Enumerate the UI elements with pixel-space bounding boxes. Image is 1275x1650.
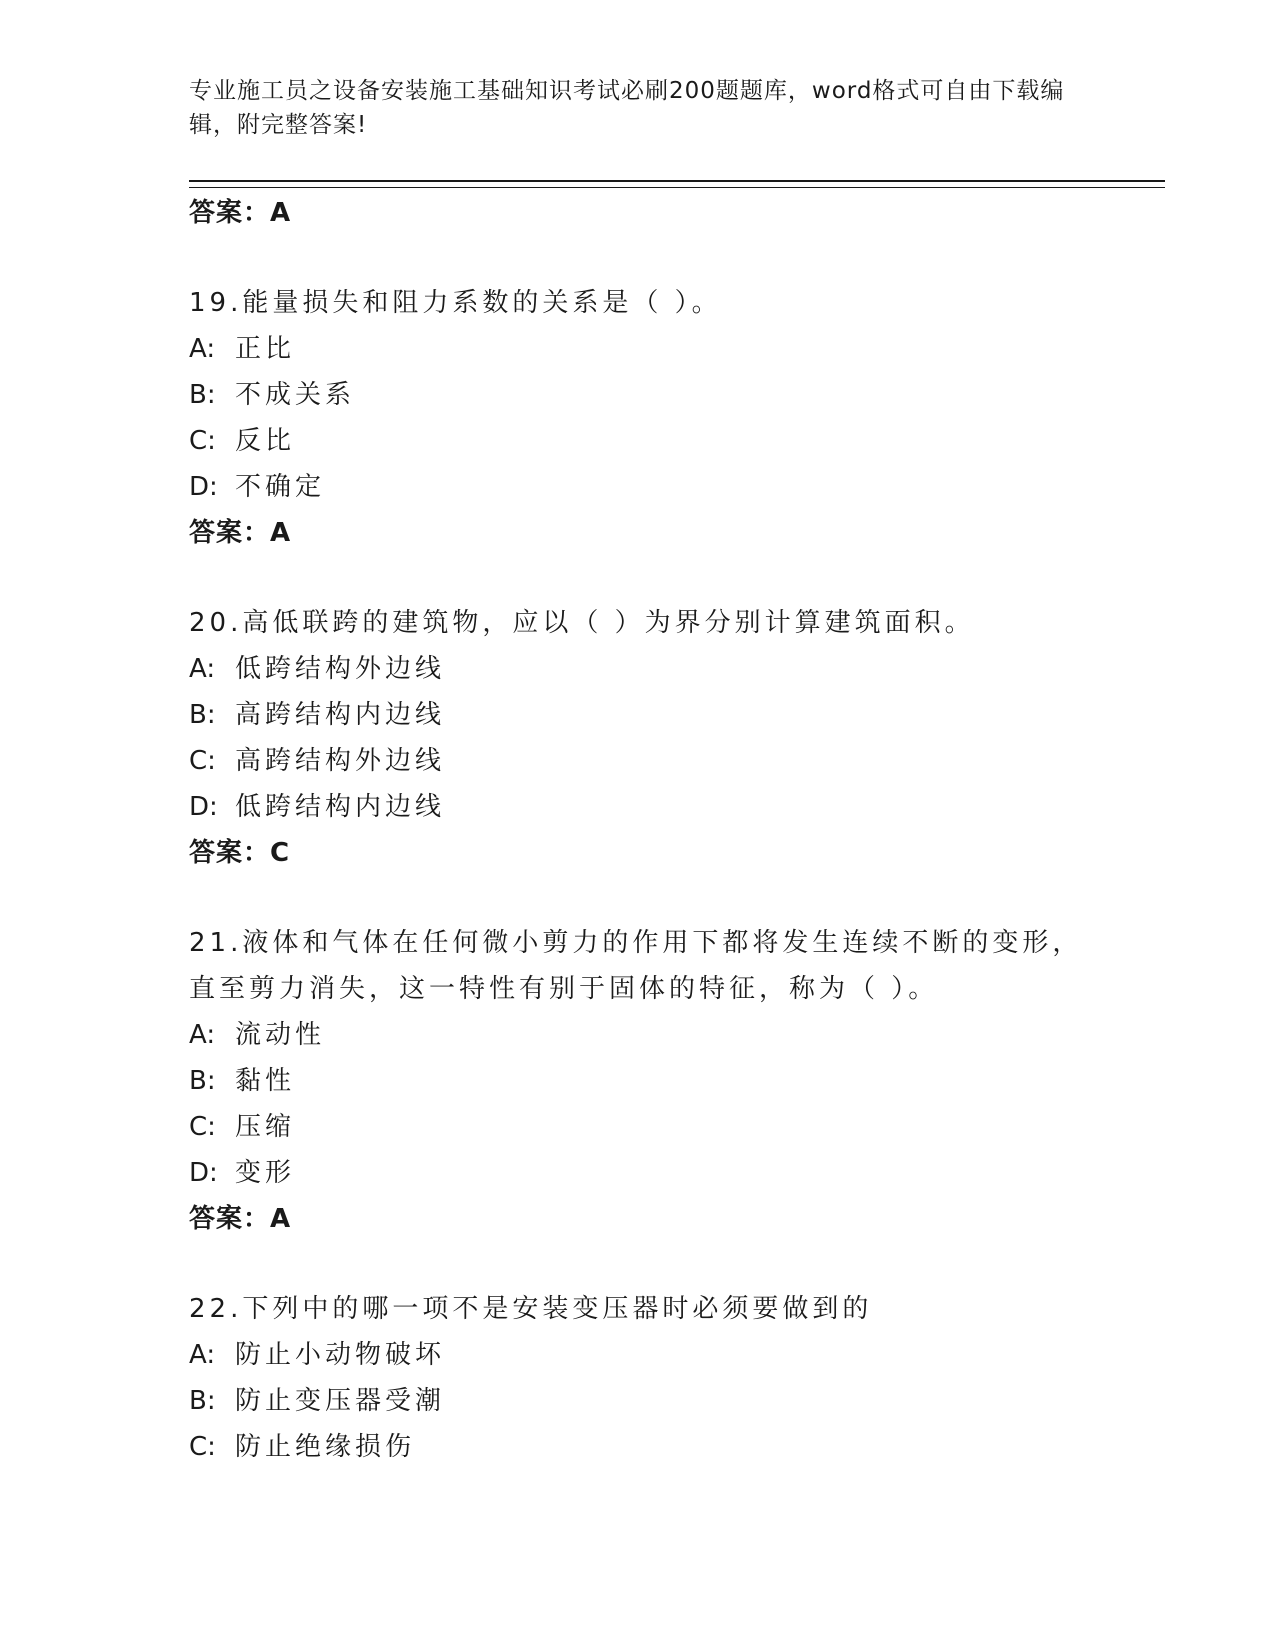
option-c bbox=[189, 1104, 1089, 1150]
option-text: 低跨结构内边线 bbox=[235, 792, 446, 822]
option-text: 流动性 bbox=[235, 1020, 326, 1050]
option-text: 高跨结构外边线 bbox=[235, 746, 446, 776]
option-key: D: bbox=[189, 792, 218, 822]
option-key: B: bbox=[189, 700, 216, 730]
answer-label: 答案：A bbox=[189, 1204, 292, 1234]
question-block bbox=[189, 920, 1089, 1242]
option-text: 正比 bbox=[235, 334, 296, 364]
option-text: 高跨结构内边线 bbox=[235, 700, 446, 730]
option-b bbox=[189, 692, 1089, 738]
option-b bbox=[189, 1378, 1089, 1424]
question-stem: 22.下列中的哪一项不是安装变压器时必须要做到的 bbox=[189, 1294, 873, 1324]
option-key: B: bbox=[189, 380, 216, 410]
question-block bbox=[189, 1286, 1089, 1470]
option-key: A: bbox=[189, 654, 216, 684]
option-key: C: bbox=[189, 1432, 216, 1462]
option-key: A: bbox=[189, 1020, 216, 1050]
spacer bbox=[189, 1242, 1089, 1286]
spacer bbox=[189, 236, 1089, 280]
answer-label: 答案：A bbox=[189, 198, 292, 228]
question-stem: 21.液体和气体在任何微小剪力的作用下都将发生连续不断的变形，直至剪力消失，这一特性有别于固体的特征，称为（ ）。 bbox=[189, 928, 1083, 1004]
option-a bbox=[189, 1012, 1089, 1058]
option-key: D: bbox=[189, 472, 218, 502]
question-list bbox=[189, 190, 1089, 1470]
option-c bbox=[189, 738, 1089, 784]
option-a bbox=[189, 326, 1089, 372]
answer-label: 答案：C bbox=[189, 838, 291, 868]
option-text: 反比 bbox=[235, 426, 296, 456]
option-text: 压缩 bbox=[235, 1112, 296, 1142]
option-d bbox=[189, 1150, 1089, 1196]
option-b bbox=[189, 372, 1089, 418]
option-text: 防止小动物破坏 bbox=[235, 1340, 446, 1370]
option-text: 不确定 bbox=[235, 472, 326, 502]
option-a bbox=[189, 646, 1089, 692]
option-key: A: bbox=[189, 1340, 216, 1370]
option-key: C: bbox=[189, 746, 216, 776]
question-stem: 19.能量损失和阻力系数的关系是（ ）。 bbox=[189, 288, 722, 318]
question-stem: 20.高低联跨的建筑物，应以（ ）为界分别计算建筑面积。 bbox=[189, 608, 975, 638]
option-b bbox=[189, 1058, 1089, 1104]
option-key: A: bbox=[189, 334, 216, 364]
option-key: B: bbox=[189, 1386, 216, 1416]
option-key: D: bbox=[189, 1158, 218, 1188]
option-text: 变形 bbox=[235, 1158, 296, 1188]
spacer bbox=[189, 556, 1089, 600]
option-text: 不成关系 bbox=[235, 380, 356, 410]
option-d bbox=[189, 784, 1089, 830]
option-key: B: bbox=[189, 1066, 216, 1096]
page-header-title: 专业施工员之设备安装施工基础知识考试必刷200题题库，word格式可自由下载编辑，附完整答案! bbox=[189, 78, 1065, 138]
option-key: C: bbox=[189, 1112, 216, 1142]
option-c bbox=[189, 1424, 1089, 1470]
option-text: 黏性 bbox=[235, 1066, 296, 1096]
question-block bbox=[189, 600, 1089, 876]
option-a bbox=[189, 1332, 1089, 1378]
spacer bbox=[189, 876, 1089, 920]
option-key: C: bbox=[189, 426, 216, 456]
option-d bbox=[189, 464, 1089, 510]
answer-label: 答案：A bbox=[189, 518, 292, 548]
option-text: 防止变压器受潮 bbox=[235, 1386, 446, 1416]
option-c bbox=[189, 418, 1089, 464]
option-text: 低跨结构外边线 bbox=[235, 654, 446, 684]
header-divider bbox=[189, 180, 1165, 188]
option-text: 防止绝缘损伤 bbox=[235, 1432, 416, 1462]
question-block bbox=[189, 280, 1089, 556]
